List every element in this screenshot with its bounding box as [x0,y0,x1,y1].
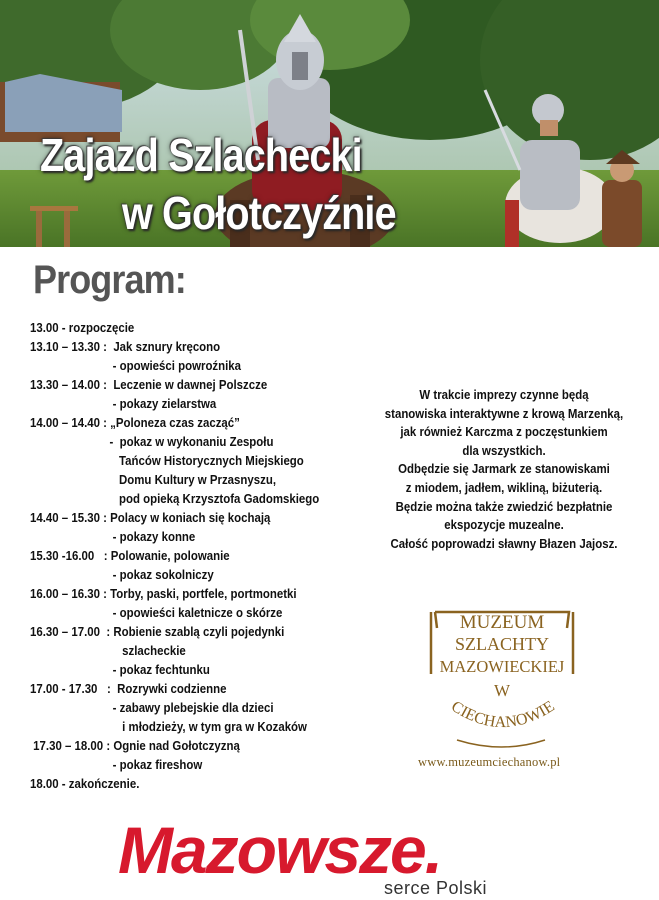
logo-text-ciechanowie: CIECHANOWIE [448,697,558,732]
schedule-line: - pokaz fireshow [30,757,203,772]
schedule-line: 17.00 - 17.30 : Rozrywki codzienne [30,681,227,696]
info-line: stanowiska interaktywne z krową Marzenką, [384,405,624,421]
logo-text-mazowieckiej: MAZOWIECKIEJ [439,657,565,676]
info-line: Odbędzie się Jarmark ze stanowiskami [398,461,610,477]
schedule-line: 13.00 - rozpoczęcie [30,320,135,335]
info-line: z miodem, jadłem, wikliną, biżuterią. [405,479,603,495]
schedule-line: - pokaz fechtunku [30,662,210,677]
info-line: jak również Karczma z poczęstunkiem [400,424,608,440]
schedule-line: - pokazy konne [30,529,196,544]
museum-website-link[interactable]: www.muzeumciechanow.pl [418,755,561,769]
info-line: Całość poprowadzi sławny Błazen Jajosz. [390,535,618,551]
schedule-line: - opowieści powroźnika [30,358,242,373]
program-heading: Program: [33,258,186,302]
event-info [350,386,658,553]
schedule-line: 13.10 – 13.30 : Jak sznury kręcono [30,339,221,354]
schedule-line: 16.00 – 16.30 : Torby, paski, portfele, portmonetki [30,586,297,601]
logo-text-szlachty: SZLACHTY [455,634,549,654]
schedule-line: - pokaz sokolniczy [30,567,214,582]
schedule-line: 14.40 – 15.30 : Polacy w koniach się kochają [30,510,271,525]
schedule-line: Domu Kultury w Przasnyszu, [30,472,277,487]
header-photo [0,0,659,247]
brand-wordmark: Mazowsze. [118,815,442,885]
schedule-line: pod opieką Krzysztofa Gadomskiego [30,491,320,506]
info-line: Będzie można także zwiedzić bezpłatnie [395,498,613,514]
event-title-line-1: Zajazd Szlachecki [40,129,362,181]
schedule-line: - pokaz w wykonaniu Zespołu [30,434,274,449]
schedule-line: 13.30 – 14.00 : Leczenie w dawnej Polszcze [30,377,268,392]
logo-text-muzeum: MUZEUM [459,612,545,633]
schedule-line: 14.00 – 14.40 : „Poloneza czas zacząć” [30,415,240,430]
schedule-line: 18.00 - zakończenie. [30,776,140,791]
schedule-line: 15.30 -16.00 : Polowanie, polowanie [30,548,230,563]
event-title-line-2: w Gołotczyźnie [122,187,396,239]
info-line: ekspozycje muzealne. [444,517,564,533]
schedule-line: szlacheckie [30,643,186,658]
info-line: dla wszystkich. [462,442,546,458]
info-line: W trakcie imprezy czynne będą [419,387,589,402]
schedule-line: - opowieści kaletnicze o skórze [30,605,283,620]
schedule-line: 16.30 – 17.00 : Robienie szablą czyli pojedynki [30,624,285,639]
museum-logo [417,604,587,754]
mazowsze-logo [118,815,538,885]
schedule-line: - zabawy plebejskie dla dzieci [30,700,274,715]
brand-tagline: serce Polski [384,878,488,898]
schedule-line: Tańców Historycznych Miejskiego [30,453,304,468]
schedule-line: i młodzieży, w tym gra w Kozaków [30,719,307,734]
schedule-line: - pokazy zielarstwa [30,396,217,411]
schedule-line: 17.30 – 18.00 : Ognie nad Gołotczyzną [30,738,240,753]
logo-text-w: W [493,681,511,700]
